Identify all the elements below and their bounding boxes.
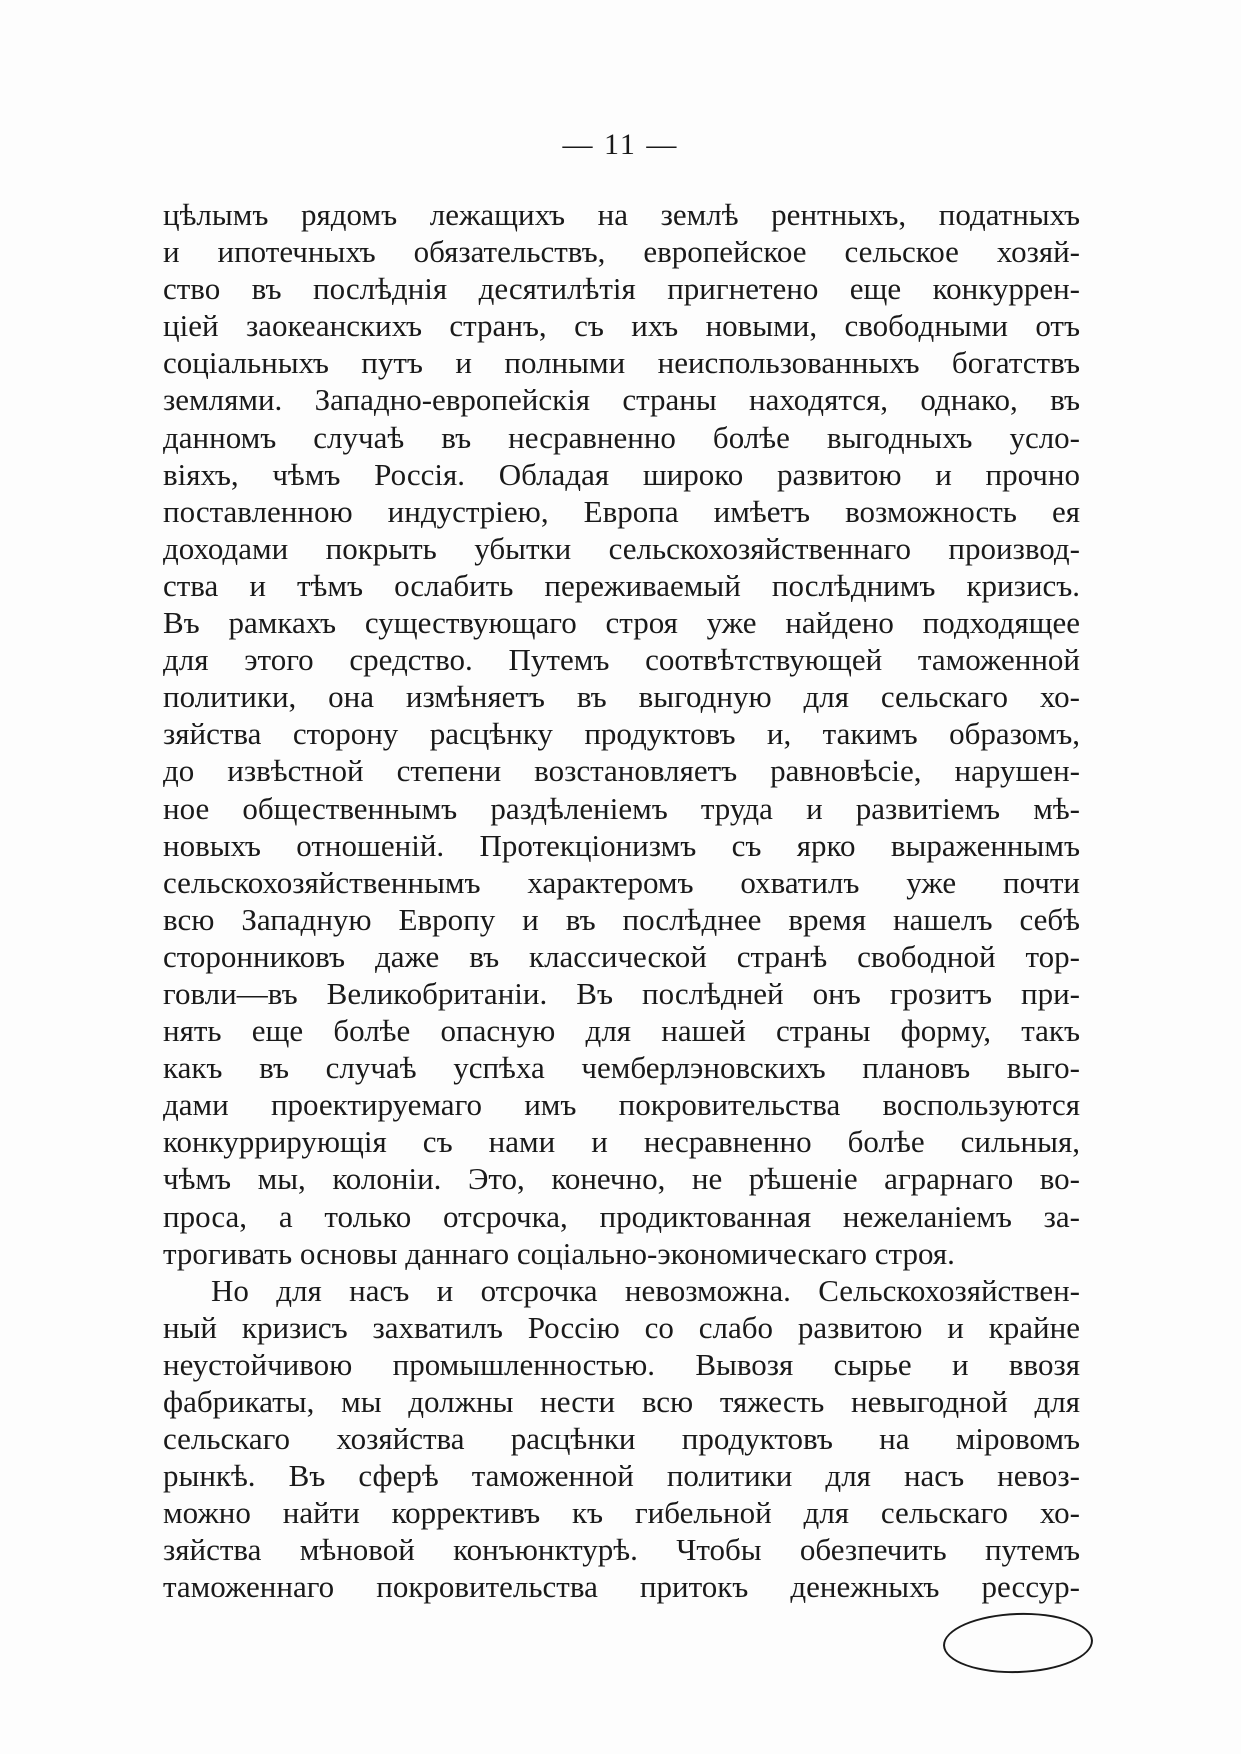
text-line: политики, она измѣняетъ въ выгодную для сельскаго хо- xyxy=(163,679,1080,715)
text-line: соціальныхъ путъ и полными неиспользованныхъ богатствъ xyxy=(163,345,1080,381)
paragraph-start-line: Но для насъ и отсрочка невозможна. Сельскохозяйствен- xyxy=(211,1272,1080,1308)
text-line: ства и тѣмъ ослабить переживаемый послѣднимъ кризисъ. xyxy=(163,567,1080,603)
text-line: неустойчивою промышленностью. Вывозя сырье и ввозя xyxy=(163,1346,1080,1382)
text-line: нять еще болѣе опасную для нашей страны форму, такъ xyxy=(163,1013,1080,1049)
body-text xyxy=(163,196,1080,1606)
text-line: землями. Западно-европейскія страны находятся, однако, въ xyxy=(163,382,1080,418)
text-line: фабрикаты, мы должны нести всю тяжесть невыгодной для xyxy=(163,1384,1080,1419)
text-line: сторонниковъ даже въ классической странѣ свободной тор- xyxy=(163,938,1080,974)
text-line: всю Западную Европу и въ послѣднее время нашелъ себѣ xyxy=(163,901,1080,937)
text-line: можно найти коррективъ къ гибельной для сельскаго хо- xyxy=(163,1495,1080,1531)
text-line: данномъ случаѣ въ несравненно болѣе выгодныхъ усло- xyxy=(163,419,1080,455)
text-line: говли—въ Великобританіи. Въ послѣдней онъ грозитъ при- xyxy=(163,975,1080,1011)
text-line: зяйства мѣновой конъюнктурѣ. Чтобы обезпечить путемъ xyxy=(163,1532,1080,1568)
text-line: сельскохозяйственнымъ характеромъ охватилъ уже почти xyxy=(163,864,1080,900)
text-line: Въ рамкахъ существующаго строя уже найдено подходящее xyxy=(163,605,1080,641)
handwritten-circle-mark xyxy=(942,1610,1094,1675)
text-line: чѣмъ мы, колоніи. Это, конечно, не рѣшеніе аграрнаго во- xyxy=(163,1161,1080,1197)
paragraph-end-line: трогивать основы даннаго соціально-экономическаго строя. xyxy=(163,1235,955,1271)
text-line: новыхъ отношеній. Протекціонизмъ съ ярко выраженнымъ xyxy=(163,827,1080,863)
text-line: сельскаго хозяйства расцѣнки продуктовъ на міровомъ xyxy=(163,1421,1080,1457)
text-line: до извѣстной степени возстановляетъ равновѣсіе, нарушен- xyxy=(163,753,1080,789)
text-line: для этого средство. Путемъ соотвѣтствующей таможенной xyxy=(163,642,1080,678)
text-line: цѣлымъ рядомъ лежащихъ на землѣ рентныхъ, податныхъ xyxy=(163,197,1080,232)
text-line: ное общественнымъ раздѣленіемъ труда и развитіемъ мѣ- xyxy=(163,790,1080,826)
text-line: рынкѣ. Въ сферѣ таможенной политики для насъ невоз- xyxy=(163,1458,1080,1494)
text-line: какъ въ случаѣ успѣха чемберлэновскихъ плановъ выго- xyxy=(163,1050,1080,1086)
text-line: доходами покрыть убытки сельскохозяйственнаго производ- xyxy=(163,530,1080,566)
text-line: ство въ послѣднія десятилѣтія пригнетено еще конкуррен- xyxy=(163,271,1080,307)
text-line: дами проектируемаго имъ покровительства воспользуются xyxy=(163,1087,1080,1123)
text-line: віяхъ, чѣмъ Россія. Обладая широко развитою и прочно xyxy=(163,456,1080,492)
page-number: — 11 — xyxy=(562,128,679,161)
text-line: проса, а только отсрочка, продиктованная нежеланіемъ за- xyxy=(163,1198,1080,1234)
text-line: таможеннаго покровительства притокъ денежныхъ рессур- xyxy=(163,1569,1080,1605)
text-line: ціей заокеанскихъ странъ, съ ихъ новыми, свободными отъ xyxy=(163,308,1080,344)
text-line: конкуррирующія съ нами и несравненно болѣе сильныя, xyxy=(163,1124,1080,1160)
text-line: ный кризисъ захватилъ Россію со слабо развитою и крайне xyxy=(163,1309,1080,1345)
text-line: поставленною индустріею, Европа имѣетъ возможность ея xyxy=(163,493,1080,529)
text-line: зяйства сторону расцѣнку продуктовъ и, такимъ образомъ, xyxy=(163,716,1080,752)
text-line: и ипотечныхъ обязательствъ, европейское сельское хозяй- xyxy=(163,234,1080,270)
